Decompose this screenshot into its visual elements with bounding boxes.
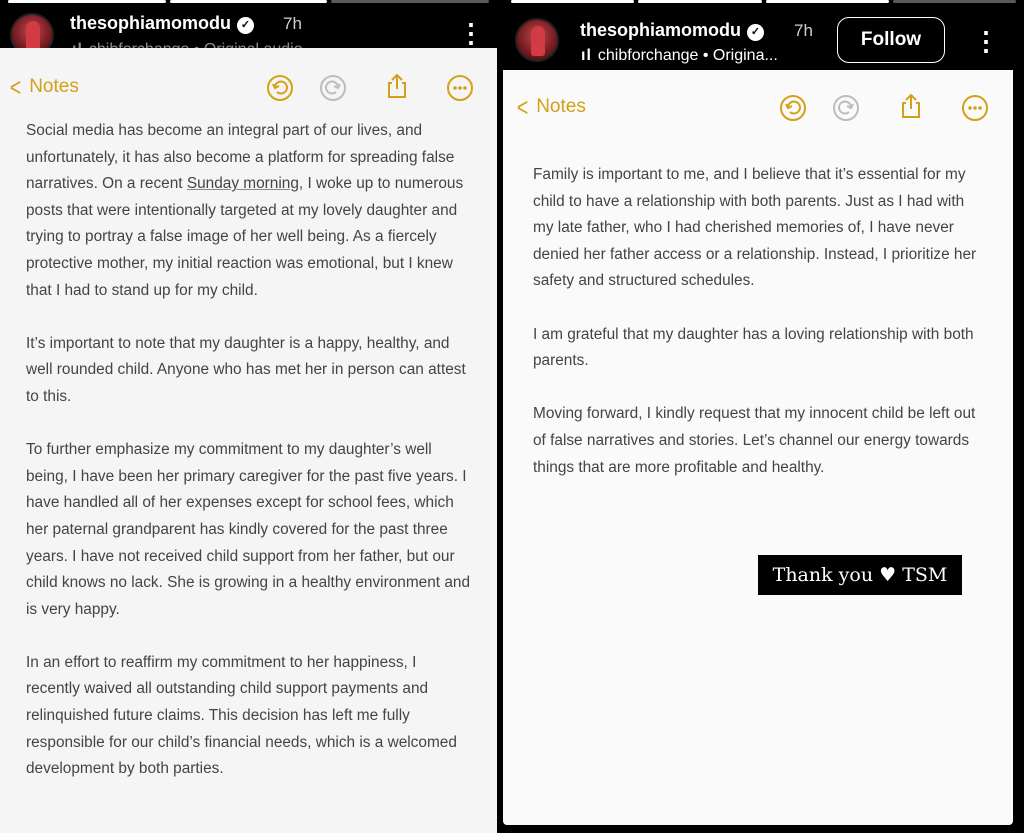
paragraph-2: It’s important to note that my daughter is a happy, healthy, and well rounded child. Anyone who has met her in person can attest to this. — [26, 334, 466, 405]
more-icon[interactable] — [446, 74, 474, 102]
date-link[interactable]: Sunday morning — [186, 175, 299, 193]
story-panel-right — [503, 0, 1024, 833]
verified-badge-icon: ✓ — [237, 17, 254, 34]
paragraph-3: Moving forward, I kindly request that my innocent child be left out of false narratives and stories. Let’s channel our energy towards things that are more profitable and healthy. — [533, 405, 976, 476]
username[interactable]: thesophiamomodu ✓ — [580, 20, 764, 41]
heart-icon: ♥ — [879, 564, 897, 586]
signoff-sticker: Thank you ♥ TSM — [758, 555, 962, 595]
more-icon[interactable] — [961, 94, 989, 122]
more-options-icon[interactable]: ⋮ — [458, 18, 484, 48]
paragraph-4: In an effort to reaffirm my commitment to her happiness, I recently waived all outstanding child support payments and relinquished future claims. This decision has left me fully responsible for our child’s financial needs, which is a welcomed development by both parties. — [26, 653, 457, 778]
share-icon[interactable] — [383, 72, 411, 100]
story-panel-left — [0, 0, 497, 833]
undo-icon[interactable] — [779, 94, 807, 122]
paragraph-3: To further emphasize my commitment to my daughter’s well being, I have been her primary caregiver for the past five years. I have handled all of her expenses except for school fees, which her paternal grandparent has kindly covered for the past three years. I have not received child support from her father, but our child knows no lack. She is growing in a healthy environment and is very happy. — [26, 441, 471, 618]
notes-toolbar — [0, 66, 497, 110]
audio-label[interactable]: ıl chibforchange • Origina... — [581, 47, 778, 64]
paragraph-1: Family is important to me, and I believe that it’s essential for my child to have a relationship with both parents. Just as I had with my late father, who I had cherished memories of, I have never denied her father access or a relationship. Instead, I prioritize her safety and structured schedules. — [533, 166, 977, 290]
note-screenshot — [0, 48, 497, 833]
username[interactable]: thesophiamomodu ✓ — [70, 13, 254, 34]
post-time: 7h — [283, 14, 302, 33]
post-time: 7h — [794, 21, 813, 40]
redo-icon[interactable] — [319, 74, 347, 102]
undo-icon[interactable] — [266, 74, 294, 102]
avatar[interactable] — [515, 18, 559, 62]
follow-button[interactable]: Follow — [837, 17, 945, 63]
audio-bars-icon: ıl — [581, 47, 592, 64]
notes-back-button[interactable]: < Notes — [9, 72, 79, 102]
share-icon[interactable] — [897, 92, 925, 120]
story-header — [503, 0, 1024, 70]
notes-back-button[interactable]: < Notes — [516, 92, 586, 122]
note-body — [533, 162, 985, 508]
redo-icon[interactable] — [832, 94, 860, 122]
more-options-icon[interactable]: ⋮ — [973, 26, 999, 56]
chevron-left-icon: < — [9, 72, 22, 102]
notes-toolbar — [503, 92, 1013, 136]
paragraph-1: Social media has become an integral part of our lives, and unfortunately, it has also become a platform for spreading false narratives. On a recent Sunday morning, I woke up to numerous posts that were intentionally targeted at my lovely daughter and trying to portray a false image of her well being. As a fiercely protective mother, my initial reaction was emotional, but I knew that I had to stand up for my child. — [26, 122, 464, 299]
paragraph-2: I am grateful that my daughter has a loving relationship with both parents. — [533, 325, 974, 370]
verified-badge-icon: ✓ — [747, 24, 764, 41]
note-screenshot — [503, 70, 1013, 825]
note-body — [26, 118, 472, 809]
chevron-left-icon: < — [516, 92, 529, 122]
